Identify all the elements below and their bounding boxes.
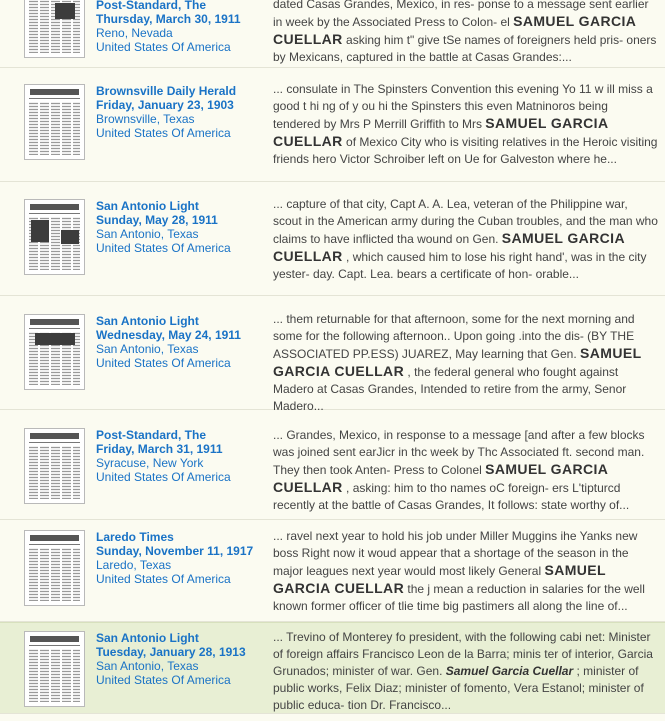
country-link[interactable]: United States Of America (96, 673, 231, 687)
city-link[interactable]: Laredo (96, 558, 134, 572)
result-snippet: ... them returnable for that afternoon, some for the next morning and some for the following afternoon.. Upon going .into the dis- (BY THE ASSOCIATED PP.ESS) JUAREZ, May learning that Gen. SAMUEL GARCIA CUELLAR , the federal general who fought against Madero at Casas Grandes, Intended to retire from the army, Senor Madero... (273, 312, 642, 413)
country-link[interactable]: United States Of America (96, 470, 231, 484)
country-link[interactable]: United States Of America (96, 126, 231, 140)
state-link[interactable]: Nevada (131, 26, 173, 40)
search-hit: SAMUEL GARCIA CUELLAR (273, 461, 608, 495)
newspaper-title-link[interactable]: San Antonio Light (96, 314, 199, 328)
newspaper-title-link[interactable]: Post-Standard, The (96, 428, 207, 442)
search-hit: Samuel Garcia Cuellar (445, 664, 574, 678)
country-link[interactable]: United States Of America (96, 356, 231, 370)
newspaper-thumbnail[interactable] (24, 199, 85, 275)
search-hit: SAMUEL GARCIA CUELLAR (273, 345, 642, 379)
search-hit: SAMUEL GARCIA CUELLAR (273, 562, 606, 596)
state-link[interactable]: Texas (167, 342, 199, 356)
newspaper-title-link[interactable]: Laredo Times (96, 530, 174, 544)
result-item-selected: San Antonio Light Tuesday, January 28, 1913 San Antonio, Texas United States Of America ... Trevino of Monterey fo president, with the following cabi net: Minister of foreign affairs Francisco Leon de la Barra; minis ter of interior, Garcia Grunados; minister of war. Gen. Samuel Garcia Cuellar ; minister of public works, Felix Diaz; minister of fomento, Vera Estanol; minister of public educa- tion Dr. Francisco... (0, 622, 665, 714)
state-link[interactable]: Texas (167, 227, 199, 241)
city-link[interactable]: San Antonio (96, 342, 161, 356)
publication-date-link[interactable]: Tuesday, January 28, 1913 (96, 645, 246, 659)
city-link[interactable]: San Antonio (96, 659, 161, 673)
country-link[interactable]: United States Of America (96, 572, 231, 586)
publication-date-link[interactable]: Thursday, March 30, 1911 (96, 12, 241, 26)
state-link[interactable]: New York (152, 456, 204, 470)
publication-date-link[interactable]: Wednesday, May 24, 1911 (96, 328, 241, 342)
result-item: San Antonio Light Sunday, May 28, 1911 San Antonio, Texas United States Of America ... capture of that city, Capt A. A. Lea, veteran of the Philippine war, scout in the American army during the Cuban troubles, and the man who claims to have inflicted tha wound on Gen. SAMUEL GARCIA CUELLAR , which caused him to lose his right hand', was in the city yester- day. Capt. Lea. bears a certificate of hon- orable... (0, 182, 665, 296)
newspaper-thumbnail[interactable] (24, 428, 85, 504)
result-snippet: ... consulate in The Spinsters Convention this evening Yo 11 w ill miss a good t hi ng of y ou hi the Spinsters this even Matninoros being tendered by Mrs P Merrill Griffith to Mrs SAMUEL GARCIA CUELLAR of Mexico City who is visiting relatives in the Heroic visiting friends hero Victor Schroiber left on Ue for Galveston where he... (273, 82, 658, 166)
newspaper-title-link[interactable]: San Antonio Light (96, 631, 199, 645)
country-link[interactable]: United States Of America (96, 40, 231, 54)
newspaper-thumbnail[interactable] (24, 314, 85, 390)
result-item: San Antonio Light Wednesday, May 24, 1911 San Antonio, Texas United States Of America ... them returnable for that afternoon, some for the next morning and some for the following afternoon.. Upon going .into the dis- (BY THE ASSOCIATED PP.ESS) JUAREZ, May learning that Gen. SAMUEL GARCIA CUELLAR , the federal general who fought against Madero at Casas Grandes, Intended to retire from the army, Senor Madero... (0, 296, 665, 410)
result-snippet: ... capture of that city, Capt A. A. Lea, veteran of the Philippine war, scout in the American army during the Cuban troubles, and the man who claims to have inflicted tha wound on Gen. SAMUEL GARCIA CUELLAR , which caused him to lose his right hand', was in the city yester- day. Capt. Lea. bears a certificate of hon- orable... (273, 197, 658, 281)
newspaper-thumbnail[interactable] (24, 0, 85, 58)
country-link[interactable]: United States Of America (96, 241, 231, 255)
city-link[interactable]: San Antonio (96, 227, 161, 241)
city-link[interactable]: Reno (96, 26, 125, 40)
city-link[interactable]: Syracuse (96, 456, 147, 470)
state-link[interactable]: Texas (163, 112, 195, 126)
result-snippet: ... ravel next year to hold his job under Miller Muggins ihe Yanks new boss Right now it woud appear that a shortage of the season in the major leagues next year would most likely General SAMUEL GARCIA CUELLAR the j mean a reduction in salaries for the well known former officer of tlie time big pastimers all along the line of... (273, 529, 645, 613)
city-link[interactable]: Brownsville (96, 112, 157, 126)
search-hit: SAMUEL GARCIA CUELLAR (273, 230, 625, 264)
search-hit: SAMUEL GARCIA CUELLAR (273, 13, 636, 47)
publication-date-link[interactable]: Sunday, November 11, 1917 (96, 544, 254, 558)
newspaper-title-link[interactable]: Brownsville Daily Herald (96, 84, 237, 98)
result-item: Laredo Times Sunday, November 11, 1917 Laredo, Texas United States Of America ... ravel next year to hold his job under Miller Muggins ihe Yanks new boss Right now it woud appear that a shortage of the season in the major leagues next year would most likely General SAMUEL GARCIA CUELLAR the j mean a reduction in salaries for the well known former officer of tlie time big pastimers all along the line of... (0, 520, 665, 622)
publication-date-link[interactable]: Friday, March 31, 1911 (96, 442, 223, 456)
newspaper-thumbnail[interactable] (24, 530, 85, 606)
result-item: Post-Standard, The Thursday, March 30, 1911 Reno, Nevada United States Of America dated Casas Grandes, Mexico, in res- ponse to a message sent earlier in week by the Associated Press to Colon- el SAMUEL GARCIA CUELLAR asking him t" give tSe names of foreigners held pris- oners by Mexicans, captured in the battle at Casas Grandes:... (0, 0, 665, 68)
search-hit: SAMUEL GARCIA CUELLAR (273, 115, 608, 149)
newspaper-thumbnail[interactable] (24, 631, 85, 707)
result-snippet: dated Casas Grandes, Mexico, in res- ponse to a message sent earlier in week by the Associated Press to Colon- el SAMUEL GARCIA CUELLAR asking him t" give tSe names of foreigners held pris- oners by Mexicans, captured in the battle at Casas Grandes:... (273, 0, 657, 64)
result-item: Brownsville Daily Herald Friday, January 23, 1903 Brownsville, Texas United States Of America ... consulate in The Spinsters Convention this evening Yo 11 w ill miss a good t hi ng of y ou hi the Spinsters this even Matninoros being tendered by Mrs P Merrill Griffith to Mrs SAMUEL GARCIA CUELLAR of Mexico City who is visiting relatives in the Heroic visiting friends hero Victor Schroiber left on Ue for Galveston where he... (0, 68, 665, 182)
state-link[interactable]: Texas (167, 659, 199, 673)
newspaper-title-link[interactable]: Post-Standard, The (96, 0, 207, 12)
result-snippet: ... Trevino of Monterey fo president, with the following cabi net: Minister of foreign affairs Francisco Leon de la Barra; minis ter of interior, Garcia Grunados; minister of war. Gen. Samuel Garcia Cuellar ; minister of public works, Felix Diaz; minister of fomento, Vera Estanol; minister of public educa- tion Dr. Francisco... (273, 630, 653, 712)
newspaper-thumbnail[interactable] (24, 84, 85, 160)
result-snippet: ... Grandes, Mexico, in response to a message [and after a few blocks was joined sent earJicr in thc week by Thc Associated ft. second man. They then took Anten- Press to Colonel SAMUEL GARCIA CUELLAR , asking: him to tho names oC foreign- ers L'tipturcd recently at the battle of Casas Grandes, It follows: state worthy of... (273, 428, 645, 512)
newspaper-title-link[interactable]: San Antonio Light (96, 199, 199, 213)
publication-date-link[interactable]: Friday, January 23, 1903 (96, 98, 234, 112)
result-item: Post-Standard, The Friday, March 31, 1911 Syracuse, New York United States Of America ... Grandes, Mexico, in response to a message [and after a few blocks was joined sent earJicr in thc week by Thc Associated ft. second man. They then took Anten- Press to Colonel SAMUEL GARCIA CUELLAR , asking: him to tho names oC foreign- ers L'tipturcd recently at the battle of Casas Grandes, It follows: state worthy of... (0, 410, 665, 520)
state-link[interactable]: Texas (139, 558, 172, 572)
publication-date-link[interactable]: Sunday, May 28, 1911 (96, 213, 218, 227)
